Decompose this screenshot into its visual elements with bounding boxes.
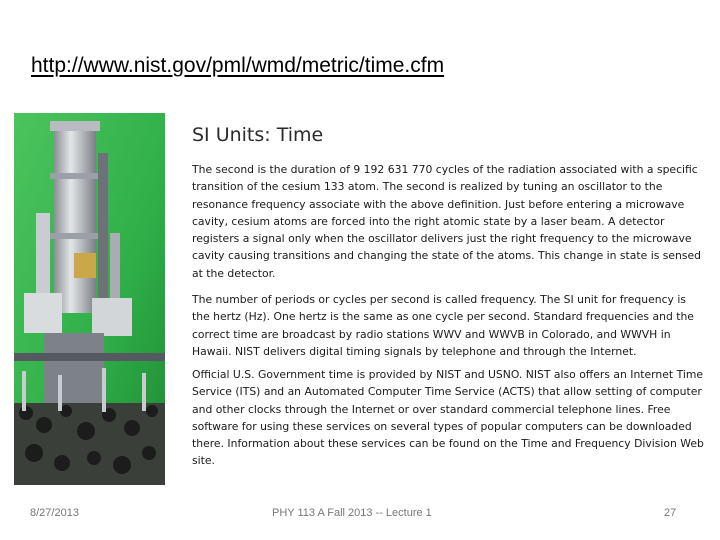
slide-number: 27 [664, 507, 677, 519]
text-line: the hertz (Hz). One hertz is the same as one cycle per second. Standard frequencies and the [192, 310, 694, 324]
text-line: and other clocks through the Internet or over standard commercial telephone lines. Free [192, 402, 671, 416]
nist-url-link[interactable]: http://www.nist.gov/pml/wmd/metric/time.cfm [31, 54, 445, 77]
paragraph-frequency [192, 291, 698, 360]
text-line: there. Information about these services can be found on the Time and Frequency Division Web [192, 437, 704, 451]
paragraph-second-definition [192, 161, 701, 282]
text-line: The number of periods or cycles per second is called frequency. The SI unit for frequency is [192, 293, 686, 306]
text-line: transition of the cesium 133 atom. The second is realized by tuning an oscillator to the [192, 180, 663, 194]
text-line: Hawaii. NIST delivers digital timing signals by telephone and through the Internet. [192, 344, 637, 358]
article-title: SI Units: Time [192, 124, 324, 146]
cesium-clock-photo [14, 113, 165, 485]
text-line: software for using these services on several types of popular computers can be downloaded [192, 419, 692, 433]
text-line: correct time are broadcast by radio stations WWV and WWVB in Colorado, and WWVH in [192, 327, 671, 341]
nist-article-screenshot [180, 118, 710, 478]
text-line: cavity, cesium atoms are forced into the right atomic state by a laser beam. A detector [192, 214, 665, 228]
text-line: registers a signal only when the oscillator delivers just the right frequency to the microwave [192, 232, 692, 246]
text-line: Service (ITS) and an Automated Computer Time Service (ACTS) that allow setting of computer [192, 385, 702, 399]
footer-date: 8/27/2013 [30, 507, 79, 519]
text-line: at the detector. [192, 266, 276, 280]
text-line: cavity causing transitions and changing the state of the atoms. This change in state is sensed [192, 249, 701, 263]
text-line: The second is the duration of 9 192 631 770 cycles of the radiation associated with a specific [192, 163, 698, 176]
paragraph-official-time [192, 366, 704, 470]
text-line: resonance frequency associate with the above definition. Just before entering a microwave [192, 197, 685, 211]
text-line: Official U.S. Government time is provided by NIST and USNO. NIST also offers an Internet Time [192, 368, 703, 381]
footer-course-title: PHY 113 A Fall 2013 -- Lecture 1 [272, 507, 432, 519]
text-line: site. [192, 454, 215, 468]
